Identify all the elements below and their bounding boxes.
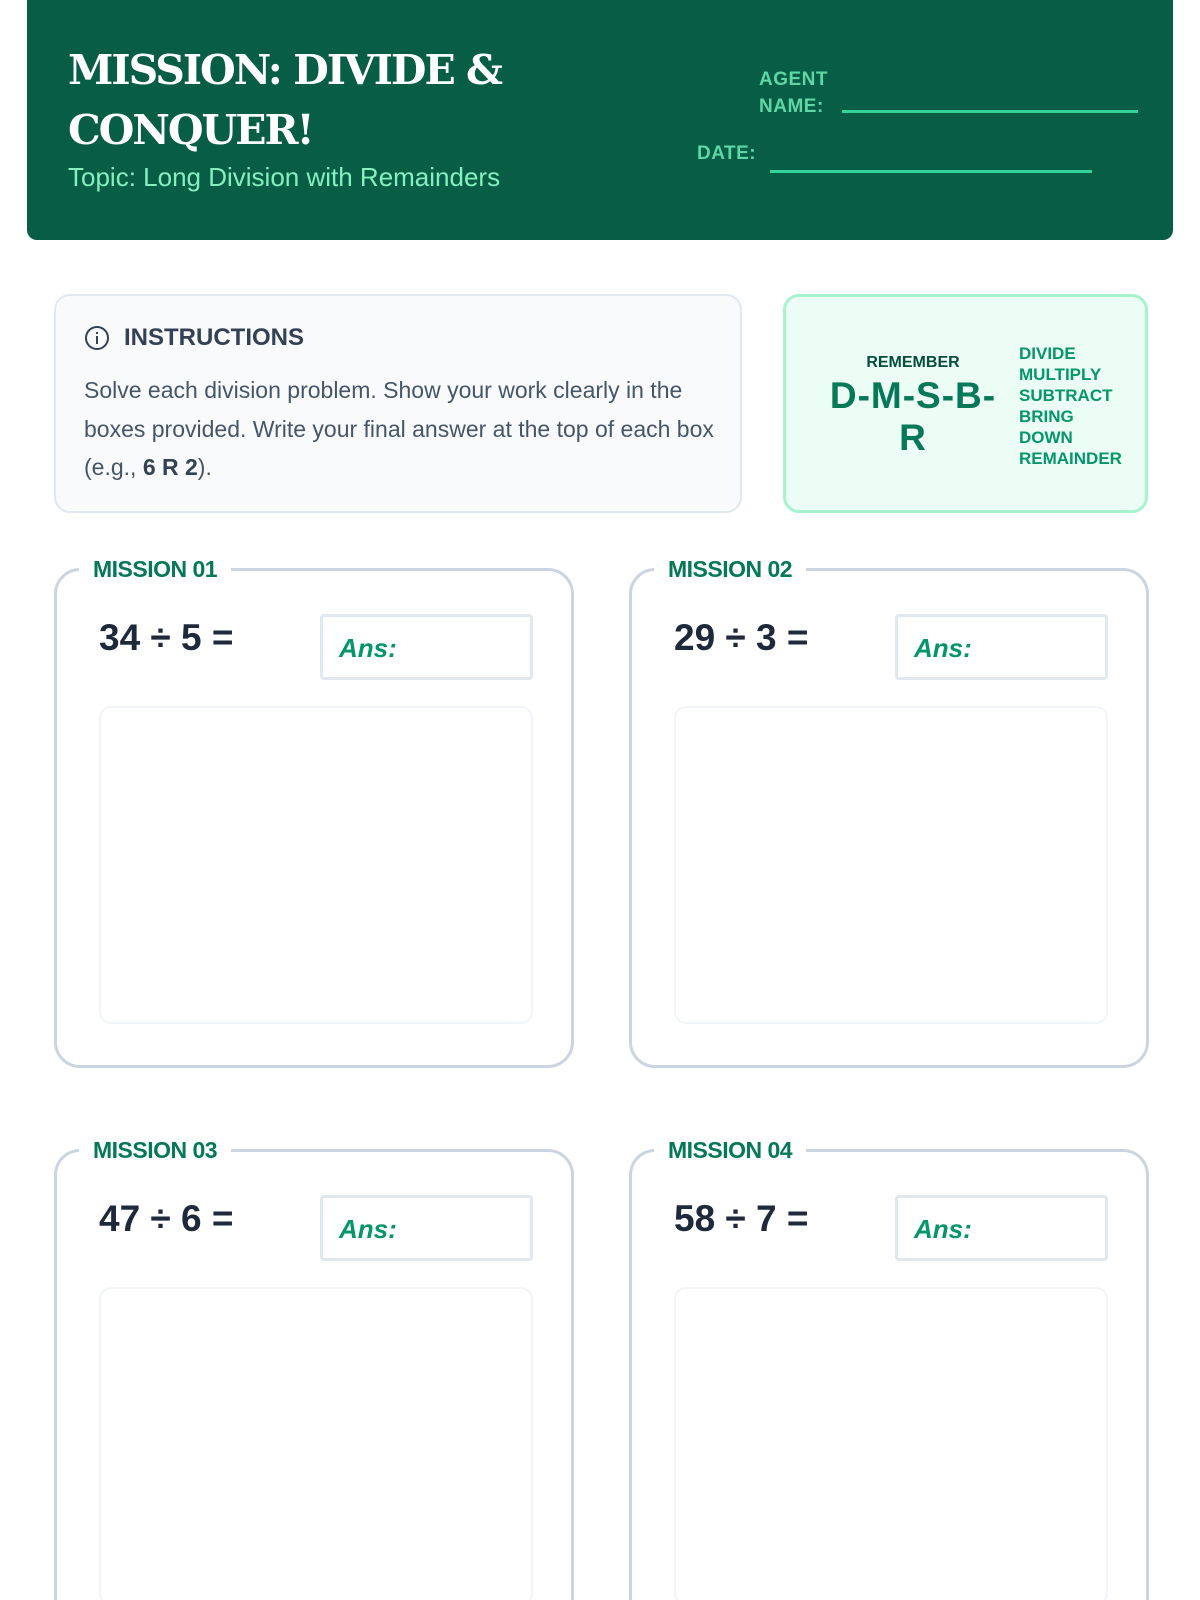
- work-area[interactable]: [99, 1287, 533, 1600]
- step-bring: BRING: [1019, 407, 1074, 426]
- instructions-panel: [54, 294, 742, 513]
- step-multiply: MULTIPLY: [1019, 365, 1102, 384]
- instructions-heading: INSTRUCTIONS: [124, 324, 304, 351]
- worksheet-title: MISSION: DIVIDE & CONQUER!: [68, 46, 502, 154]
- mission-card: [629, 556, 1149, 1068]
- date-label: DATE:: [697, 143, 757, 164]
- date-field[interactable]: [770, 170, 1092, 173]
- instructions-heading-row: [84, 324, 304, 352]
- answer-box[interactable]: [895, 1195, 1108, 1261]
- info-icon: [84, 325, 110, 351]
- agent-label-line1: AGENT: [759, 69, 828, 90]
- dmsbr-acronym: D-M-S-B- R: [829, 375, 997, 458]
- worksheet-header: [27, 0, 1173, 240]
- answer-label: Ans:: [914, 1214, 972, 1244]
- mission-tag: MISSION 04: [654, 1130, 806, 1170]
- remember-label: REMEMBER: [866, 354, 960, 371]
- instructions-text: Solve each division problem. Show your work clearly in the boxes provided. Write your final answer at the top of each box (e.g., 6 R 2).: [84, 377, 714, 480]
- division-problem: 47 ÷ 6 =: [99, 1198, 234, 1239]
- step-subtract: SUBTRACT: [1019, 386, 1113, 405]
- answer-label: Ans:: [914, 633, 972, 663]
- answer-box[interactable]: [320, 614, 533, 680]
- mission-tag: MISSION 02: [654, 549, 806, 589]
- example-answer: 6 R 2: [142, 454, 198, 480]
- mission-tag: MISSION 01: [79, 549, 231, 589]
- mission-card: [54, 556, 574, 1068]
- division-problem: 58 ÷ 7 =: [674, 1198, 809, 1239]
- work-area[interactable]: [674, 706, 1108, 1024]
- answer-label: Ans:: [339, 633, 397, 663]
- step-remainder: REMAINDER: [1019, 449, 1122, 468]
- answer-box[interactable]: [320, 1195, 533, 1261]
- answer-box[interactable]: [895, 614, 1108, 680]
- work-area[interactable]: [99, 706, 533, 1024]
- dmsbr-reminder-card: [783, 294, 1148, 513]
- work-area[interactable]: [674, 1287, 1108, 1600]
- mission-tag: MISSION 03: [79, 1130, 231, 1170]
- division-problem: 34 ÷ 5 =: [99, 617, 234, 658]
- agent-name-field[interactable]: [842, 110, 1138, 113]
- step-down: DOWN: [1019, 428, 1073, 447]
- agent-label-line2: NAME:: [759, 96, 824, 117]
- step-divide: DIVIDE: [1019, 344, 1076, 363]
- mission-card: [629, 1137, 1149, 1600]
- answer-label: Ans:: [339, 1214, 397, 1244]
- dmsbr-steps: [1019, 343, 1122, 469]
- division-problem: 29 ÷ 3 =: [674, 617, 809, 658]
- mission-card: [54, 1137, 574, 1600]
- worksheet-topic: Topic: Long Division with Remainders: [68, 162, 501, 192]
